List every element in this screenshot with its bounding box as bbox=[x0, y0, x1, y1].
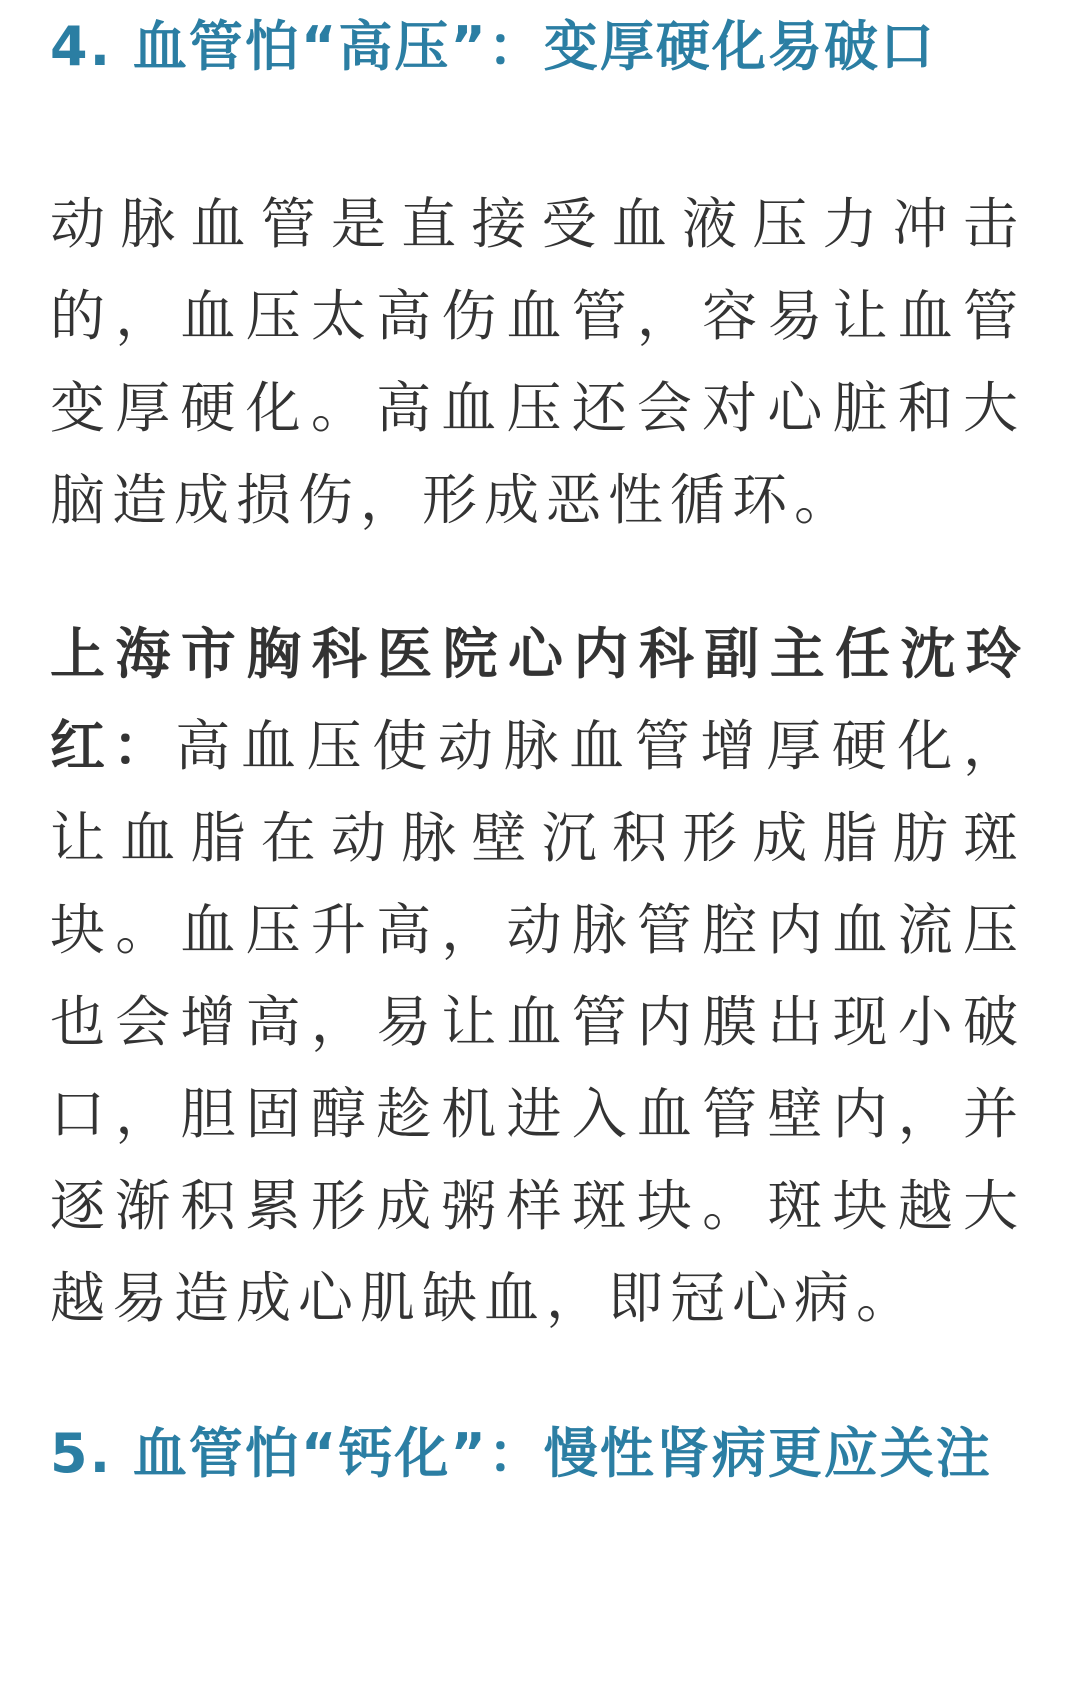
expert-quote-paragraph bbox=[50, 608, 1025, 1344]
section-4-heading: 4. 血管怕“高压”：变厚硬化易破口 bbox=[50, 15, 936, 78]
expert-quote-text: 高血压使动脉血管增厚硬化，让血脂在动脉壁沉积形成脂肪斑块。血压升高，动脉管腔内血流压也会增高，易让血管内膜出现小破口，胆固醇趁机进入血管壁内，并逐渐积累形成粥样斑块。斑块越大越易造成心肌缺血，即冠心病。 bbox=[50, 714, 1025, 1330]
section-4-paragraph: 动脉血管是直接受血液压力冲击的，血压太高伤血管，容易让血管变厚硬化。高血压还会对心脏和大脑造成损伤，形成恶性循环。 bbox=[50, 192, 1025, 532]
expert-quote-speaker: 上海市胸科医院心内科副主任沈玲红： bbox=[50, 622, 1025, 778]
section-5-heading: 5. 血管怕“钙化”：慢性肾病更应关注 bbox=[50, 1422, 992, 1485]
